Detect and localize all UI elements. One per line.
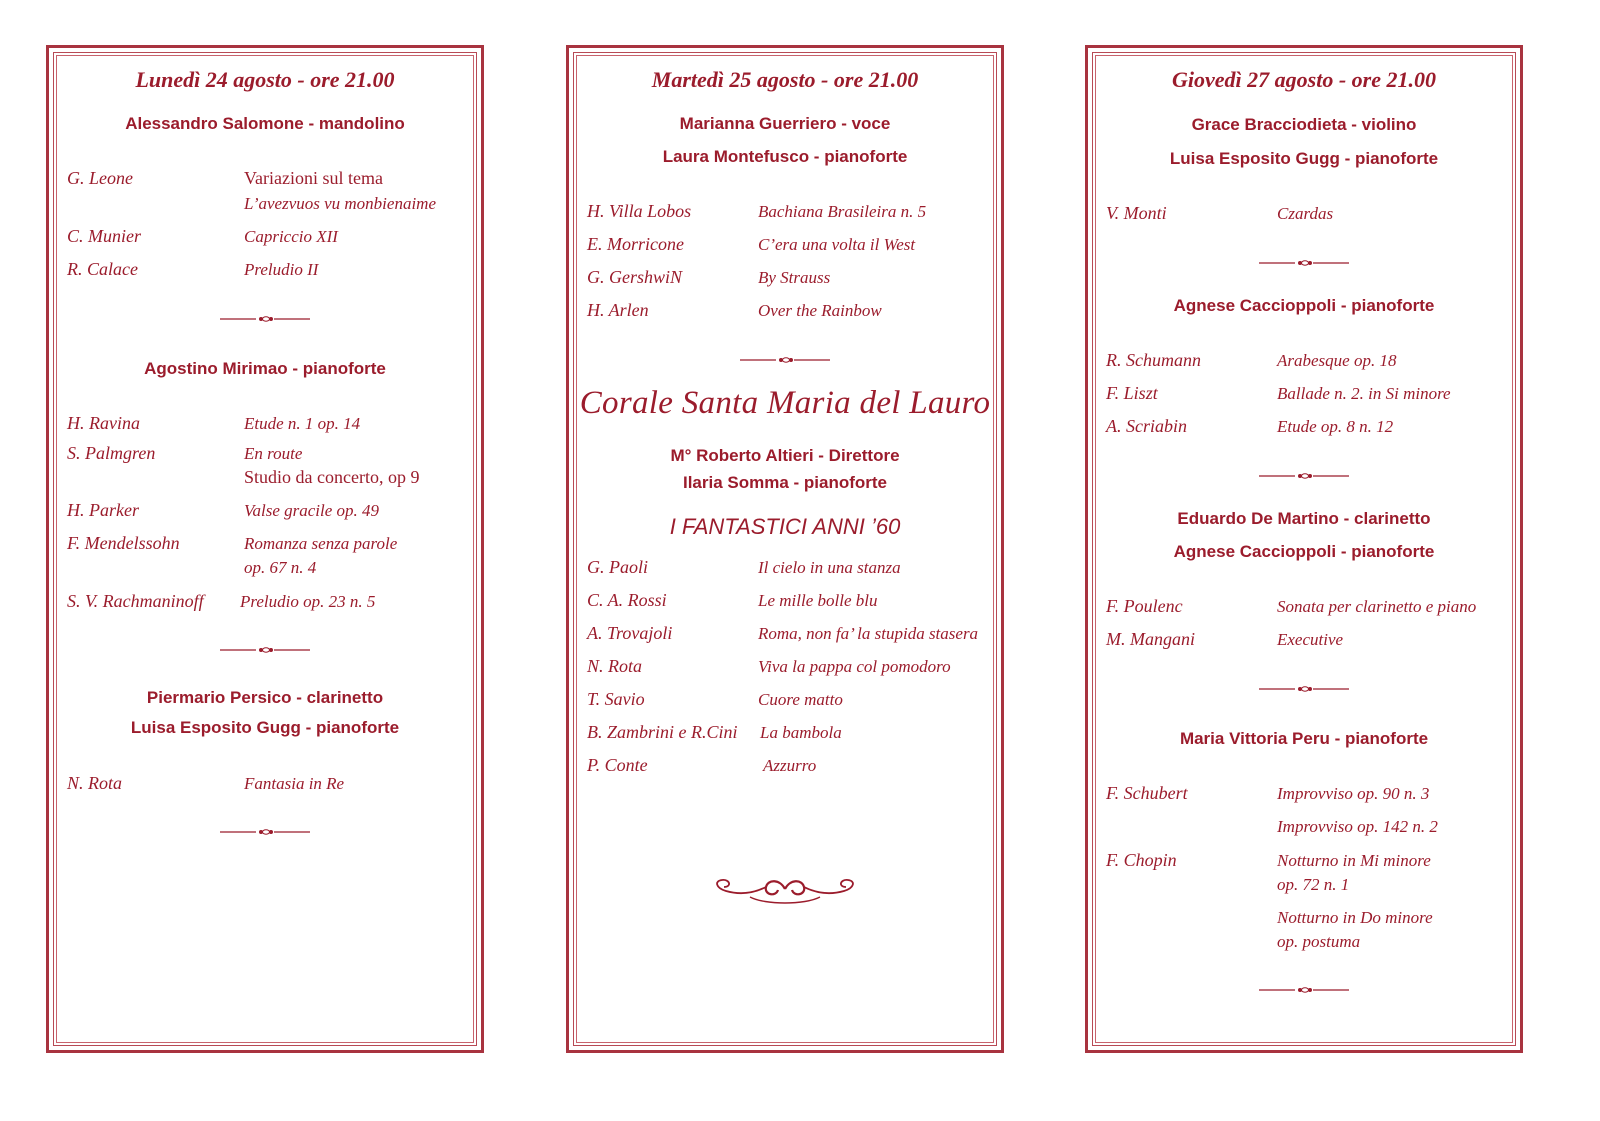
work-title: Notturno in Do minore bbox=[1277, 908, 1433, 927]
composer-name: G. Paoli bbox=[587, 557, 648, 577]
work-title: Executive bbox=[1277, 630, 1344, 649]
composer-name: B. Zambrini e R.Cini bbox=[587, 722, 738, 742]
work-title: Bachiana Brasileira n. 5 bbox=[758, 202, 927, 221]
concert-panel-tuesday bbox=[566, 45, 1004, 1053]
composer-name: S. Palmgren bbox=[67, 443, 156, 463]
work-title: Improvviso op. 90 n. 3 bbox=[1277, 784, 1430, 803]
work-title: La bambola bbox=[760, 723, 842, 742]
ornament-divider bbox=[1093, 684, 1515, 694]
ornament-divider bbox=[54, 827, 476, 837]
scroll-ornament-icon bbox=[574, 871, 996, 907]
composer-name: S. V. Rachmaninoff bbox=[67, 591, 204, 611]
composer-name: H. Villa Lobos bbox=[587, 201, 692, 221]
choir-name: Corale Santa Maria del Lauro bbox=[579, 385, 991, 421]
work-title: Capriccio XII bbox=[244, 227, 338, 246]
program-title: I FANTASTICI ANNI ’60 bbox=[669, 514, 901, 539]
composer-name: N. Rota bbox=[587, 656, 643, 676]
work-title: Viva la pappa col pomodoro bbox=[758, 657, 951, 676]
composer-name: G. GershwiN bbox=[587, 267, 683, 287]
work-title: Le mille bolle blu bbox=[758, 591, 878, 610]
work-title: Preludio II bbox=[244, 260, 319, 279]
performer-line: Agnese Caccioppoli - pianoforte bbox=[1173, 296, 1435, 315]
work-title: By Strauss bbox=[758, 268, 831, 287]
ornament-divider bbox=[1093, 471, 1515, 481]
work-title: op. postuma bbox=[1277, 932, 1361, 951]
composer-name: R. Schumann bbox=[1106, 350, 1201, 370]
composer-name: F. Poulenc bbox=[1106, 596, 1183, 616]
composer-name: A. Scriabin bbox=[1106, 416, 1187, 436]
choir-pianist: Ilaria Somma - pianoforte bbox=[682, 473, 888, 492]
choir-director: M° Roberto Altieri - Direttore bbox=[670, 446, 900, 465]
ornament-divider bbox=[54, 645, 476, 655]
composer-name: H. Ravina bbox=[67, 413, 140, 433]
ornament-divider bbox=[54, 314, 476, 324]
composer-name: C. A. Rossi bbox=[587, 590, 667, 610]
work-title: Etude op. 8 n. 12 bbox=[1277, 417, 1394, 436]
work-title: C’era una volta il West bbox=[758, 235, 916, 254]
composer-name: F. Schubert bbox=[1106, 783, 1188, 803]
performer-line: Agostino Mirimao - pianoforte bbox=[144, 359, 386, 378]
work-title: Valse gracile op. 49 bbox=[244, 501, 380, 520]
performer-line: Grace Bracciodieta - violino bbox=[1191, 115, 1417, 134]
work-title: Preludio op. 23 n. 5 bbox=[240, 592, 376, 611]
concert-date: Giovedì 27 agosto - ore 21.00 bbox=[1172, 67, 1436, 92]
work-title: Il cielo in una stanza bbox=[758, 558, 901, 577]
work-title: Studio da concerto, op 9 bbox=[244, 467, 420, 487]
composer-name: N. Rota bbox=[67, 773, 123, 793]
work-title: Azzurro bbox=[763, 756, 817, 775]
work-title: op. 67 n. 4 bbox=[244, 558, 317, 577]
work-title: Fantasia in Re bbox=[244, 774, 345, 793]
composer-name: T. Savio bbox=[587, 689, 645, 709]
composer-name: C. Munier bbox=[67, 226, 141, 246]
composer-name: R. Calace bbox=[67, 259, 138, 279]
performer-line: Eduardo De Martino - clarinetto bbox=[1177, 509, 1431, 528]
composer-name: P. Conte bbox=[587, 755, 648, 775]
work-title: op. 72 n. 1 bbox=[1277, 875, 1350, 894]
work-title: Arabesque op. 18 bbox=[1277, 351, 1397, 370]
work-title: Ballade n. 2. in Si minore bbox=[1277, 384, 1451, 403]
composer-name: G. Leone bbox=[67, 168, 133, 188]
work-title: Improvviso op. 142 n. 2 bbox=[1277, 817, 1438, 836]
work-title: Variazioni sul tema bbox=[244, 168, 383, 188]
work-title: Etude n. 1 op. 14 bbox=[244, 414, 361, 433]
composer-name: F. Chopin bbox=[1106, 850, 1177, 870]
composer-name: H. Arlen bbox=[587, 300, 649, 320]
performer-line: Marianna Guerriero - voce bbox=[679, 114, 891, 133]
composer-name: E. Morricone bbox=[587, 234, 684, 254]
concert-panel-thursday bbox=[1085, 45, 1523, 1053]
performer-line: Agnese Caccioppoli - pianoforte bbox=[1173, 542, 1435, 561]
composer-name: V. Monti bbox=[1106, 203, 1167, 223]
work-title: Cuore matto bbox=[758, 690, 843, 709]
ornament-divider bbox=[574, 355, 996, 365]
work-title: Sonata per clarinetto e piano bbox=[1277, 597, 1477, 616]
concert-date: Lunedì 24 agosto - ore 21.00 bbox=[135, 67, 395, 92]
performer-line: Laura Montefusco - pianoforte bbox=[662, 147, 908, 166]
performer-line: Alessandro Salomone - mandolino bbox=[125, 114, 405, 133]
performer-line: Maria Vittoria Peru - pianoforte bbox=[1179, 729, 1429, 748]
work-title: Over the Rainbow bbox=[758, 301, 882, 320]
composer-name: A. Trovajoli bbox=[587, 623, 673, 643]
work-title: Roma, non fa’ la stupida stasera bbox=[758, 624, 979, 643]
composer-name: F. Mendelssohn bbox=[67, 533, 180, 553]
work-title: Czardas bbox=[1277, 204, 1334, 223]
work-title: Romanza senza parole bbox=[244, 534, 398, 553]
performer-line: Piermario Persico - clarinetto bbox=[146, 688, 384, 707]
composer-name: H. Parker bbox=[67, 500, 139, 520]
ornament-divider bbox=[1093, 985, 1515, 995]
work-title: En route bbox=[244, 444, 303, 463]
performer-line: Luisa Esposito Gugg - pianoforte bbox=[1169, 149, 1439, 168]
ornament-divider bbox=[1093, 258, 1515, 268]
composer-name: M. Mangani bbox=[1106, 629, 1195, 649]
performer-line: Luisa Esposito Gugg - pianoforte bbox=[130, 718, 400, 737]
concert-date: Martedì 25 agosto - ore 21.00 bbox=[651, 67, 919, 92]
composer-name: F. Liszt bbox=[1106, 383, 1158, 403]
work-title: Notturno in Mi minore bbox=[1277, 851, 1431, 870]
concert-panel-monday bbox=[46, 45, 484, 1053]
work-title: L’avezvuos vu monbienaime bbox=[244, 194, 436, 213]
